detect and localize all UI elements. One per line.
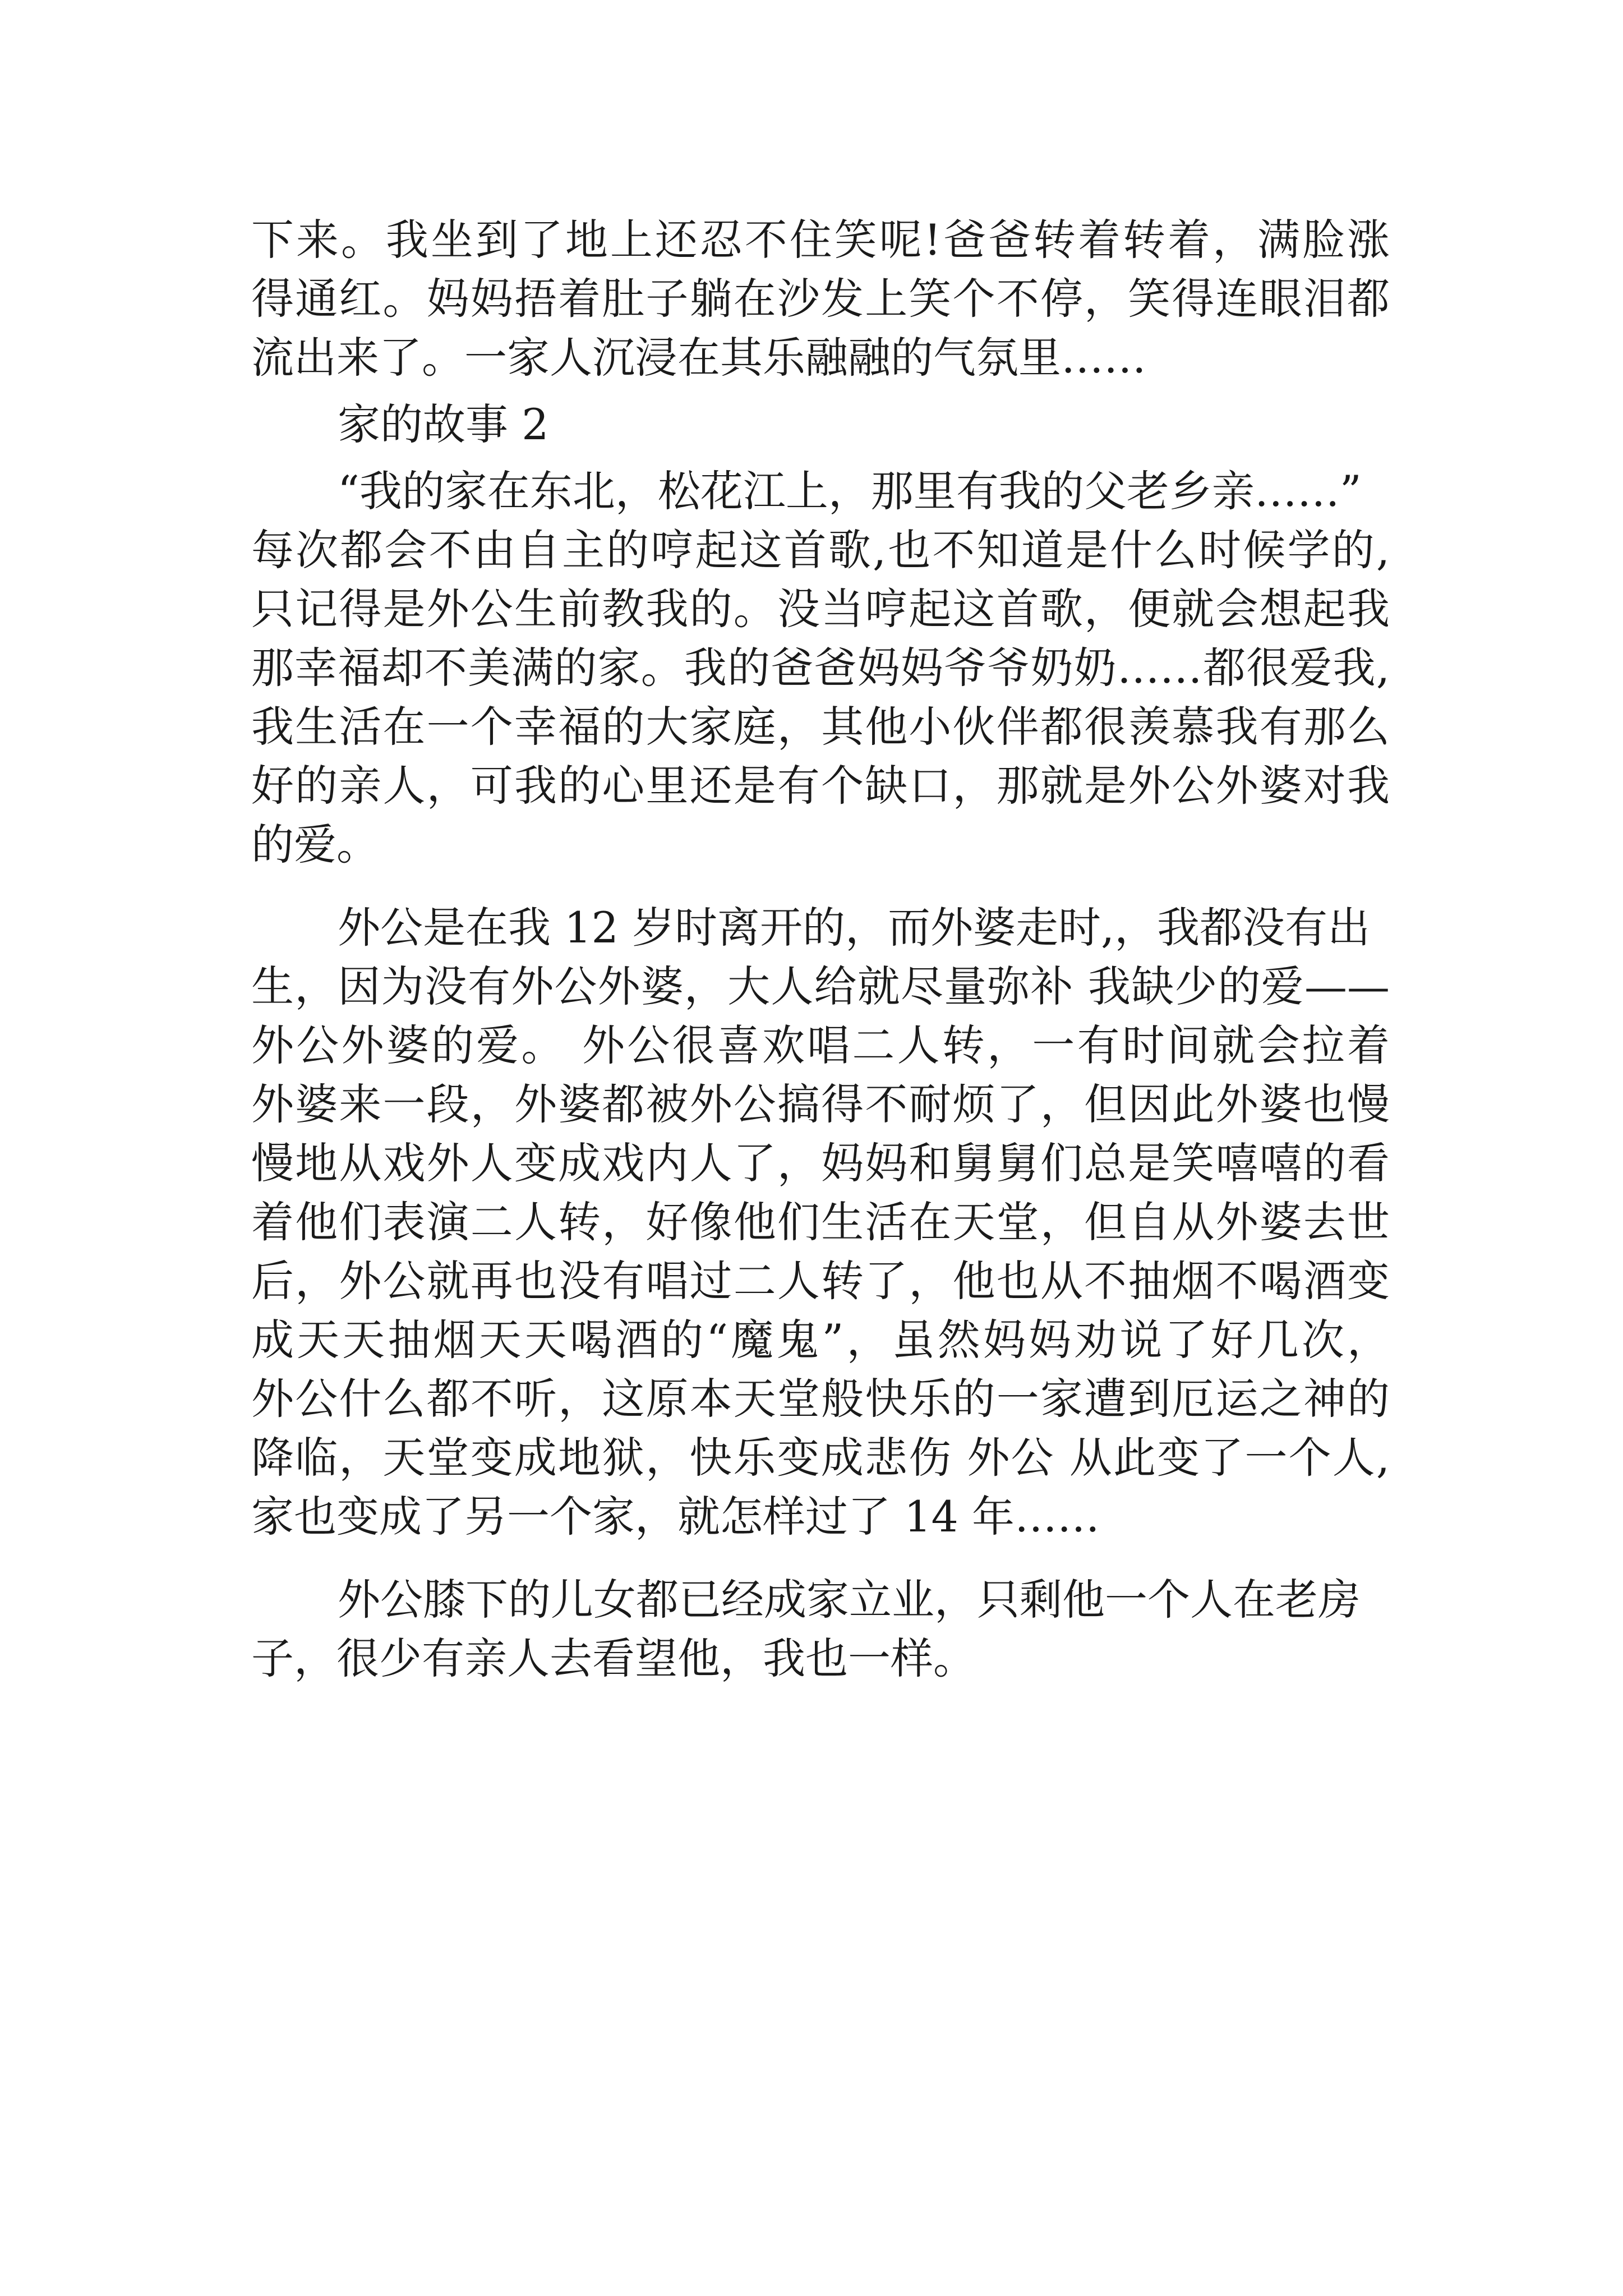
paragraph: [251, 1570, 1390, 1688]
text-line: 后，外公就再也没有唱过二人转了，他也从不抽烟不喝酒变: [251, 1256, 1390, 1306]
paragraph: [251, 898, 1390, 1546]
text-line: 得通红。妈妈捂着肚子躺在沙发上笑个不停，笑得连眼泪都: [251, 274, 1390, 324]
text-line: 只记得是外公生前教我的。没当哼起这首歌，便就会想起我: [251, 584, 1390, 634]
text-line: 那幸福却不美满的家。我的爸爸妈妈爷爷奶奶……都很爱我,: [251, 643, 1390, 693]
paragraph: [251, 462, 1390, 874]
text-line: 子，很少有亲人去看望他，我也一样。: [251, 1634, 976, 1683]
text-line: 生，因为没有外公外婆，大人给就尽量弥补 我缺少的爱——: [251, 961, 1390, 1011]
text-line: 降临，天堂变成地狱，快乐变成悲伤 外公 从此变了一个人,: [251, 1433, 1390, 1483]
text-line: 慢地从戏外人变成戏内人了，妈妈和舅舅们总是笑嘻嘻的看: [251, 1138, 1390, 1188]
text-line: 我生活在一个幸福的大家庭，其他小伙伴都很羡慕我有那么: [251, 702, 1390, 752]
text-line: 家也变成了另一个家，就怎样过了 14 年……: [251, 1492, 1100, 1542]
spacer: [251, 1546, 1390, 1570]
text-line: 着他们表演二人转，好像他们生活在天堂，但自从外婆去世: [251, 1197, 1390, 1247]
text-line: 的爱。: [251, 820, 379, 869]
spacer: [251, 874, 1390, 898]
text-line: 外公外婆的爱。 外公很喜欢唱二人转，一有时间就会拉着: [251, 1020, 1390, 1070]
text-line: 外公什么都不听，这原本天堂般快乐的一家遭到厄运之神的: [251, 1374, 1390, 1424]
text-line: “我的家在东北，松花江上，那里有我的父老乡亲……”: [338, 466, 1362, 516]
section-heading: [251, 395, 1390, 454]
spacer: [251, 387, 1390, 395]
document-body: [251, 210, 1390, 1688]
text-line: 外公是在我 12 岁时离开的，而外婆走时,，我都没有出: [338, 903, 1371, 953]
heading-text: 家的故事 2: [338, 399, 549, 449]
paragraph-continuation: [251, 210, 1390, 387]
text-line: 流出来了。一家人沉浸在其乐融融的气氛里……: [251, 333, 1146, 383]
text-line: 外婆来一段，外婆都被外公搞得不耐烦了，但因此外婆也慢: [251, 1079, 1390, 1129]
text-line: 外公膝下的儿女都已经成家立业，只剩他一个人在老房: [338, 1575, 1361, 1625]
text-line: 好的亲人，可我的心里还是有个缺口，那就是外公外婆对我: [251, 761, 1390, 811]
text-line: 下来。我坐到了地上还忍不住笑呢!爸爸转着转着，满脸涨: [251, 215, 1390, 265]
spacer: [251, 454, 1390, 462]
text-line: 每次都会不由自主的哼起这首歌,也不知道是什么时候学的,: [251, 525, 1390, 575]
text-line: 成天天抽烟天天喝酒的“魔鬼”，虽然妈妈劝说了好几次，: [251, 1315, 1390, 1365]
